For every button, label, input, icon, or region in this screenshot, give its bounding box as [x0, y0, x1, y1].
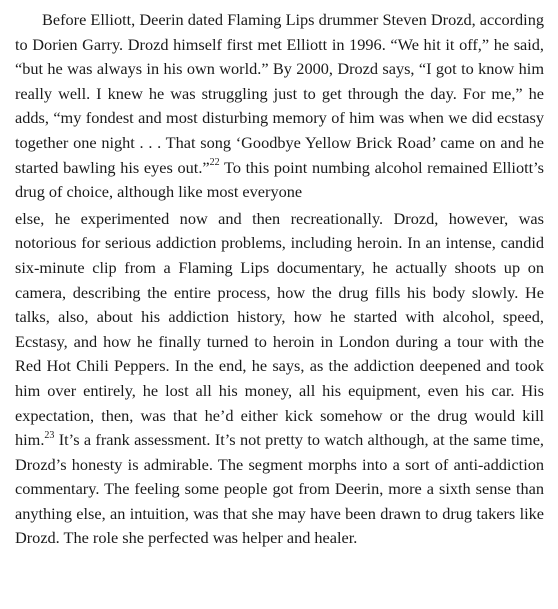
paragraph-drozd-intro — [15, 8, 544, 205]
paragraph-text: It’s a frank assessment. It’s not pretty to watch although, at the same time, Drozd’s honesty is admirable. The segment morphs into a sort of anti-addiction commentary. The feeling some people got from Deerin, more a sixth sense than anything else, an intuition, was that she may have been drawn to drug takers like Drozd. The role she perfected was helper and healer. — [15, 430, 544, 548]
paragraph-text: else, he experimented now and then recreationally. Drozd, however, was notorious for serious addiction problems, including heroin. In an intense, candid six-minute clip from a Flaming Lips documentary, he actually shoots up on camera, describing the entire process, how the drug fills his body slowly. He talks, also, about his addiction history, how he started with alcohol, speed, Ecstasy, and how he finally turned to heroin in London during a tour with the Red Hot Chili Peppers. In the end, he says, as the addiction deepened and took him over entirely, he lost all his money, all his equipment, even his car. His expectation, then, was that he’d either kick somehow or the drug would kill him. — [15, 208, 544, 450]
footnote-marker-23: 23 — [44, 429, 55, 441]
footnote-marker-22: 22 — [209, 157, 220, 169]
paragraph-text: To this point numbing alcohol remained Elliott’s drug of choice, although like most everyone — [15, 157, 544, 202]
paragraph-text: Before Elliott, Deerin dated Flaming Lips drummer Steven Drozd, according to Dorien Garry. Drozd himself first met Elliott in 1996. “We hit it off,” he said, “but he was always in his own world.” By 2000, Drozd says, “I got to know him really well. I knew he was struggling just to get through the day. For me,” he adds, “my fondest and most disturbing memory of him was when we did ecstasy together one night . . . That song ‘Goodbye Yellow Brick Road’ came on and he started bawling his eyes out.” — [15, 10, 544, 177]
paragraph-drozd-addiction — [15, 207, 544, 551]
